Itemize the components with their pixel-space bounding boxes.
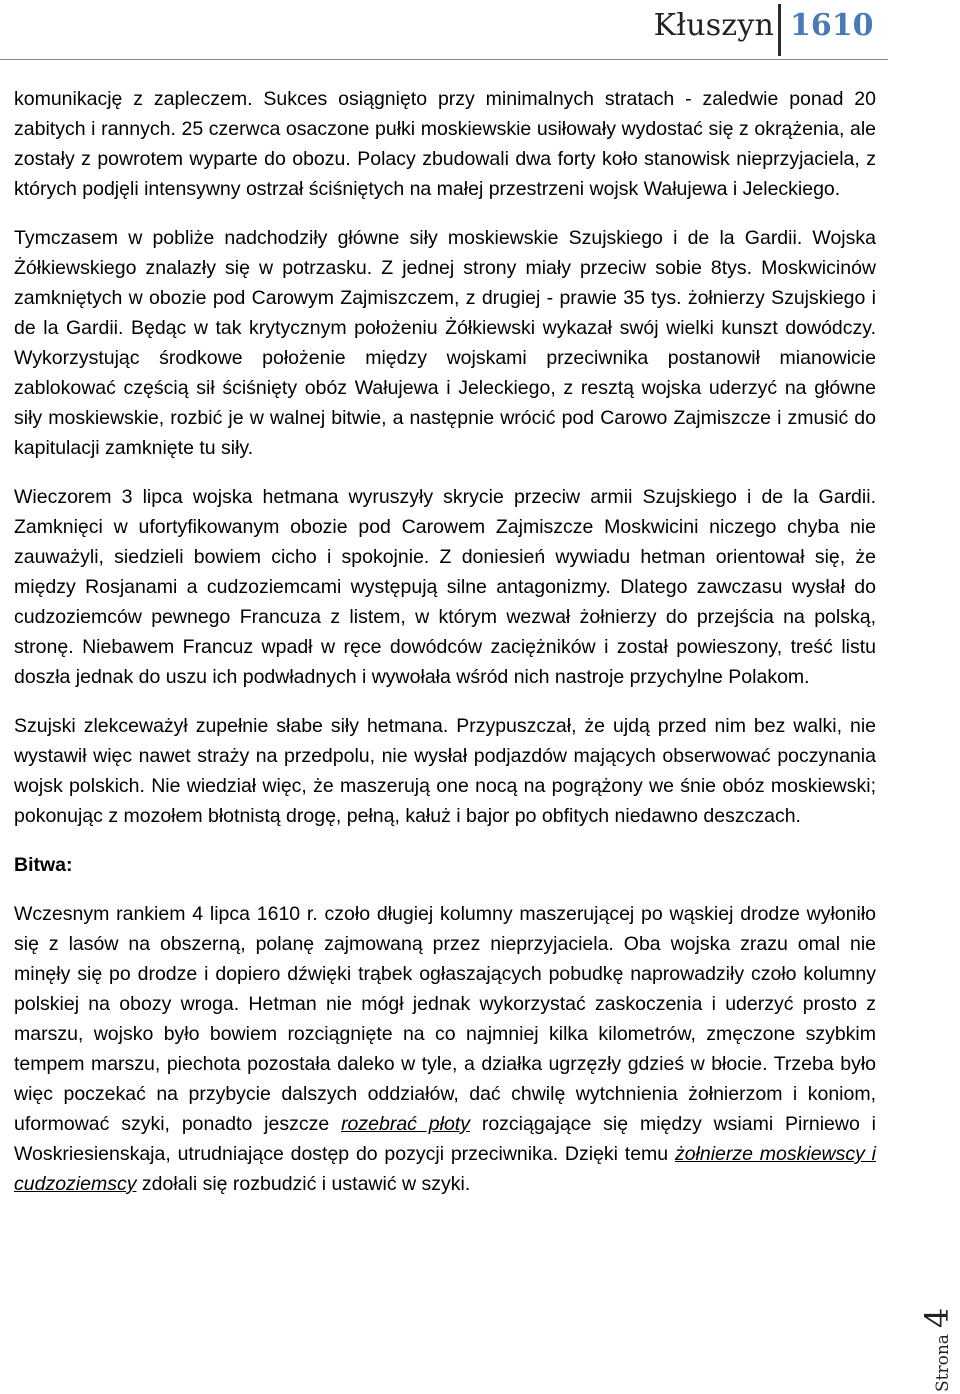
paragraph-5-text-c: zdołali się rozbudzić i ustawić w szyki. xyxy=(136,1173,471,1195)
page-header xyxy=(0,0,960,62)
paragraph-5 xyxy=(14,899,876,1199)
paragraph-1: komunikację z zapleczem. Sukces osiągnięto przy minimalnych stratach - zaledwie ponad 20 zabitych i rannych. 25 czerwca osaczone pułki moskiewskie usiłowały wydostać się z okrążenia, ale zostały z powrotem wyparte do obozu. Polacy zbudowali dwa forty koło stanowisk nieprzyjaciela, z których podjęli intensywny ostrzał ściśniętych na małej przestrzeni wojsk Wałujewa i Jeleckiego. xyxy=(14,88,876,200)
document-body xyxy=(14,84,876,1218)
header-separator xyxy=(778,4,781,56)
page-number: 4 xyxy=(918,1307,956,1329)
underlined-phrase-1: rozebrać płoty xyxy=(341,1113,470,1135)
paragraph-3: Wieczorem 3 lipca wojska hetmana wyruszyły skrycie przeciw armii Szujskiego i de la Gardii. Zamknięci w ufortyfikowanym obozie pod Carowem Zajmiszcze Moskwicini niczego chyba nie zauważyli, siedzieli bowiem cicho i spokojnie. Z doniesień wywiadu hetman orientował się, że między Rosjanami a cudzoziemcami występują silne antagonizmy. Dlatego zawczasu wysłał do cudzoziemców pewnego Francuza z listem, w którym wezwał żołnierzy do przejścia na polską, stronę. Niebawem Francuz wpadł w ręce dowódców zaciężników i został powieszony, treść listu doszła jednak do uszu ich podwładnych i wywołała wśród nich nastroje przychylne Polakom. xyxy=(14,486,876,688)
header-rule xyxy=(0,59,888,60)
paragraph-2: Tymczasem w pobliże nadchodziły główne siły moskiewskie Szujskiego i de la Gardii. Wojska Żółkiewskiego znalazły się w potrzasku. Z jednej strony miały przeciw sobie 8tys. Moskwicinów zamkniętych w obozie pod Carowym Zajmiszczem, z drugiej - prawie 35 tys. żołnierzy Szujskiego i de la Gardii. Będąc w tak krytycznym położeniu Żółkiewski wykazał swój wielki kunszt dowódczy. Wykorzystując środkowe położenie między wojskami przeciwnika postanowił mianowicie zablokować częścią sił ściśnięty obóz Wałujewa i Jeleckiego, z resztą wojska uderzyć na główne siły moskiewskie, rozbić je w walnej bitwie, a następnie wrócić pod Carowo Zajmiszcze i zmusić do kapitulacji zamknięte tu siły. xyxy=(14,227,876,459)
underlined-phrase-2: żołnierze moskiewscy i cudzoziemscy xyxy=(14,1143,876,1195)
paragraph-4: Szujski zlekceważył zupełnie słabe siły hetmana. Przypuszczał, że ujdą przed nim bez walki, nie wystawił więc nawet straży na przedpolu, nie wysłał podjazdów mających obserwować poczynania wojsk polskich. Nie wiedział więc, że maszerują one nocą na pogrążony we śnie obóz moskiewski; pokonując z mozołem błotnistą drogę, pełną, kałuż i bajor po obfitych niedawno deszczach. xyxy=(14,715,876,827)
paragraph-5-text-b: rozciągające się między wsiami Pirniewo i Woskriesienskaja, utrudniające dostęp do pozycji przeciwnika. Dzięki temu xyxy=(14,1113,876,1165)
paragraph-5-text-a: Wczesnym rankiem 4 lipca 1610 r. czoło długiej kolumny maszerującej po wąskiej drodze wyłoniło się z lasów na obszerną, polanę zajmowaną przez nieprzyjaciela. Oba wojska zrazu omal nie minęły się po drodze i dopiero dźwięki trąbek ogłaszających pobudkę naprowadziły czoło kolumny polskiej na obozy wroga. Hetman nie mógł jednak wykorzystać zaskoczenia i uderzyć prosto z marszu, wojsko było bowiem rozciągnięte na co najmniej kilka kilometrów, zmęczone szybkim tempem marszu, piechota pozostała daleko w tyle, a działka ugrzęzły gdzieś w błocie. Trzeba było więc poczekać na przybycie dalszych oddziałów, dać chwilę wytchnienia żołnierzom i koniom, uformować szyki, ponadto jeszcze xyxy=(14,903,876,1135)
page-number-block xyxy=(918,1300,958,1392)
section-heading-bitwa: Bitwa: xyxy=(14,854,73,876)
header-title: Kłuszyn xyxy=(653,8,774,43)
header-year: 1610 xyxy=(790,8,874,43)
page-label: Strona xyxy=(933,1334,953,1392)
